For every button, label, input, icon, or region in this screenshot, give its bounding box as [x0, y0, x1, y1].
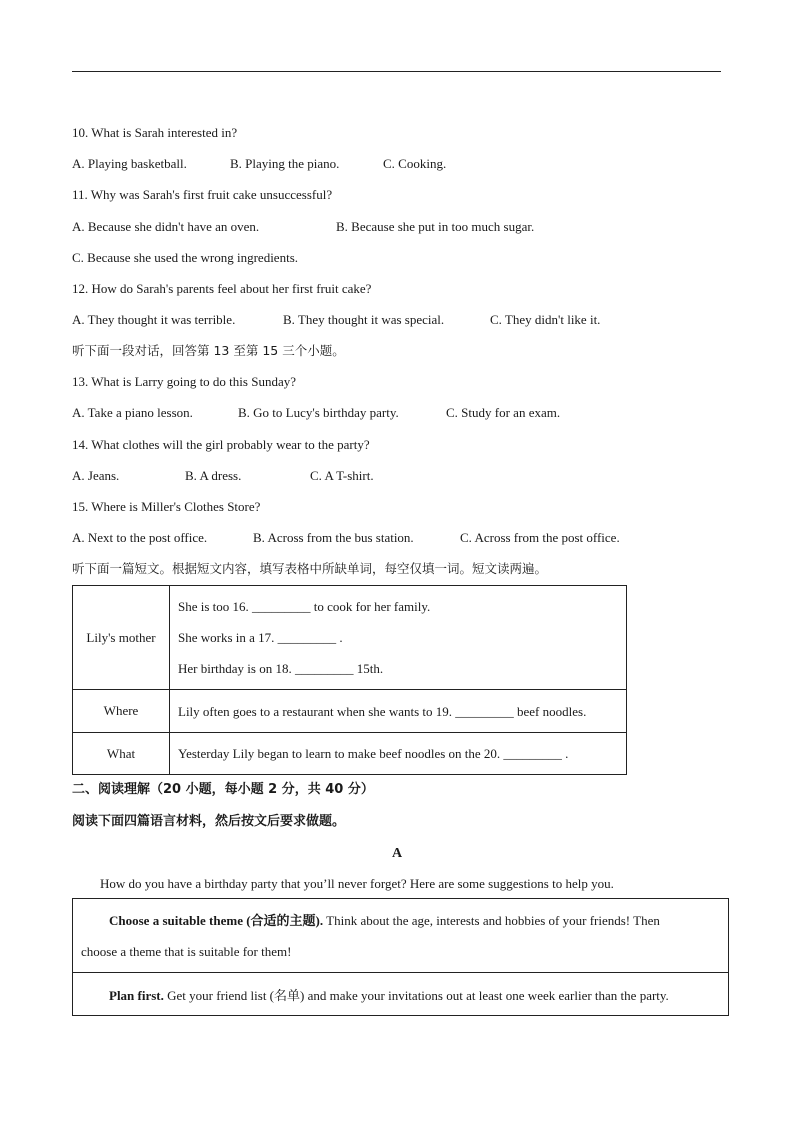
row-content [170, 690, 627, 733]
option-10-a: A. Playing basketball. [72, 156, 187, 171]
option-14-b: B. A dress. [185, 468, 242, 483]
tip-2-title: Plan first. [109, 987, 164, 1003]
section-2-instruction: 阅读下面四篇语言材料，然后按文后要求做题。 [72, 814, 346, 829]
row-label: What [73, 733, 170, 775]
option-11-a: A. Because she didn't have an oven. [72, 219, 260, 234]
option-13-b: B. Go to Lucy's birthday party. [238, 405, 399, 420]
table-row [73, 690, 627, 733]
passage-a-letter: A [391, 846, 403, 861]
fill-in-table [72, 585, 627, 775]
option-13-c: C. Study for an exam. [446, 405, 561, 420]
question-15: 15. Where is Miller's Clothes Store? [72, 499, 261, 514]
option-15-c: C. Across from the post office. [460, 530, 620, 545]
tip-1-line2: choose a theme that is suitable for them! [81, 943, 292, 959]
question-10: 10. What is Sarah interested in? [72, 125, 238, 140]
blank-16-line: She is too 16. _________ to cook for her family. [178, 599, 431, 614]
blank-19-line: Lily often goes to a restaurant when she wants to 19. _________ beef noodles. [178, 703, 587, 719]
option-15-a: A. Next to the post office. [72, 530, 208, 545]
tip-2-text: Get your friend list (名单) and make your invitations out at least one week earlier than the party. [163, 987, 669, 1003]
option-15-b: B. Across from the bus station. [253, 530, 414, 545]
header-rule [72, 71, 721, 72]
option-14-c: C. A T-shirt. [310, 468, 374, 483]
row-content [170, 586, 627, 690]
tip-1-title: Choose a suitable theme (合适的主题). [109, 912, 324, 928]
row-label: Lily's mother [73, 586, 170, 690]
tip-1-text: Think about the age, interests and hobbies of your friends! Then [323, 912, 660, 928]
tip-row [73, 973, 729, 1016]
option-12-a: A. They thought it was terrible. [72, 312, 236, 327]
question-12: 12. How do Sarah's parents feel about her first fruit cake? [72, 281, 372, 296]
blank-20-line: Yesterday Lily began to learn to make beef noodles on the 20. _________ . [178, 746, 569, 761]
question-11: 11. Why was Sarah's first fruit cake unsuccessful? [72, 187, 333, 202]
table-row [73, 586, 627, 690]
option-14-a: A. Jeans. [72, 468, 120, 483]
tip-1 [73, 899, 729, 973]
option-11-b: B. Because she put in too much sugar. [336, 219, 535, 234]
option-10-c: C. Cooking. [383, 156, 447, 171]
passage-instruction: 听下面一篇短文。根据短文内容，填写表格中所缺单词，每空仅填一词。短文读两遍。 [72, 561, 548, 576]
question-14: 14. What clothes will the girl probably wear to the party? [72, 437, 370, 452]
tip-row [73, 899, 729, 973]
table-row [73, 733, 627, 775]
row-label: Where [73, 690, 170, 733]
section-2-heading: 二、阅读理解（20 小题，每小题 2 分，共 40 分） [72, 782, 374, 797]
dialogue-instruction: 听下面一段对话，回答第 13 至第 15 三个小题。 [72, 343, 345, 358]
option-12-c: C. They didn't like it. [490, 312, 601, 327]
tip-2 [73, 973, 729, 1016]
question-13: 13. What is Larry going to do this Sunday? [72, 374, 296, 389]
passage-a-intro: How do you have a birthday party that you’ll never forget? Here are some suggestions to help you. [100, 876, 614, 891]
option-12-b: B. They thought it was special. [283, 312, 445, 327]
blank-17-line: She works in a 17. _________ . [178, 630, 343, 645]
option-10-b: B. Playing the piano. [230, 156, 340, 171]
tips-table [72, 898, 729, 1016]
option-13-a: A. Take a piano lesson. [72, 405, 193, 420]
option-11-c: C. Because she used the wrong ingredients. [72, 250, 299, 265]
blank-18-line: Her birthday is on 18. _________ 15th. [178, 661, 384, 676]
row-content [170, 733, 627, 775]
